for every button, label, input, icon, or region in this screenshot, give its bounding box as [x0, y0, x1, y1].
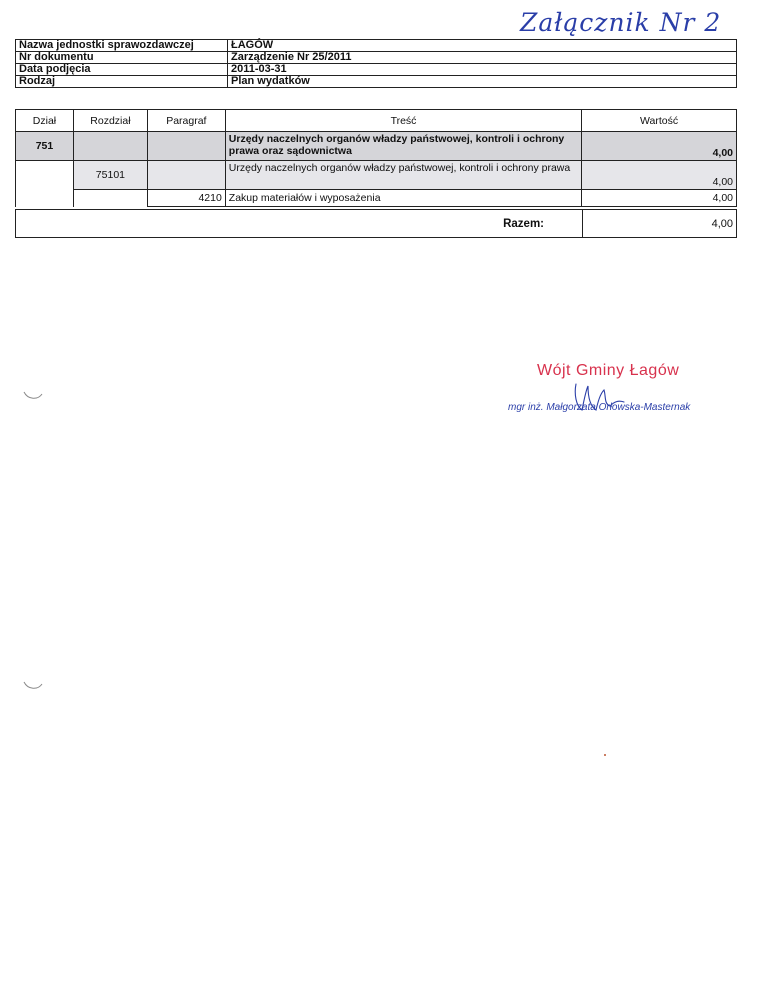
cell-wartosc: 4,00 — [582, 132, 737, 161]
document-metadata-table — [15, 39, 737, 88]
total-value: 4,00 — [583, 210, 737, 238]
meta-row — [16, 76, 737, 88]
handwritten-annex-note: Załącznik Nr 2 — [520, 8, 722, 37]
table-row — [16, 132, 737, 161]
table-row — [16, 190, 737, 207]
scan-speck — [604, 754, 606, 756]
punch-hole-mark-icon — [22, 390, 44, 402]
meta-row — [16, 40, 737, 52]
cell-dzial: 751 — [16, 132, 74, 161]
meta-label: Nr dokumentu — [16, 52, 228, 64]
cell-rozdzial: 75101 — [73, 161, 147, 190]
header-rozdzial: Rozdział — [73, 110, 147, 132]
header-wartosc: Wartość — [582, 110, 737, 132]
table-row — [16, 161, 737, 190]
cell-dzial — [16, 190, 74, 207]
cell-wartosc: 4,00 — [582, 161, 737, 190]
meta-row — [16, 64, 737, 76]
meta-label: Nazwa jednostki sprawozdawczej — [16, 40, 228, 52]
meta-row — [16, 52, 737, 64]
cell-paragraf — [147, 132, 225, 161]
stamp-title: Wójt Gminy Łagów — [537, 362, 680, 379]
cell-tresc: Urzędy naczelnych organów władzy państwowej, kontroli i ochrony prawa — [225, 161, 581, 190]
expense-plan-table — [15, 109, 737, 207]
cell-rozdzial — [73, 132, 147, 161]
header-dzial: Dział — [16, 110, 74, 132]
cell-paragraf: 4210 — [147, 190, 225, 207]
meta-value: ŁAGÓW — [228, 40, 737, 52]
header-tresc: Treść — [225, 110, 581, 132]
cell-tresc: Zakup materiałów i wyposażenia — [225, 190, 581, 207]
meta-value: Plan wydatków — [228, 76, 737, 88]
meta-value: 2011-03-31 — [228, 64, 737, 76]
cell-paragraf — [147, 161, 225, 190]
meta-label: Data podjęcia — [16, 64, 228, 76]
meta-label: Rodzaj — [16, 76, 228, 88]
total-label: Razem: — [16, 210, 583, 238]
total-table — [15, 209, 737, 238]
cell-rozdzial — [73, 190, 147, 207]
meta-value: Zarządzenie Nr 25/2011 — [228, 52, 737, 64]
cell-wartosc: 4,00 — [582, 190, 737, 207]
total-row — [16, 210, 737, 238]
punch-hole-mark-icon — [22, 680, 44, 692]
official-stamp — [492, 362, 732, 432]
stamp-signatory: mgr inż. Małgorzata Orłowska-Masternak — [508, 402, 691, 413]
table-header-row — [16, 110, 737, 132]
cell-dzial — [16, 161, 74, 190]
cell-tresc: Urzędy naczelnych organów władzy państwowej, kontroli i ochrony prawa oraz sądownictwa — [225, 132, 581, 161]
header-paragraf: Paragraf — [147, 110, 225, 132]
